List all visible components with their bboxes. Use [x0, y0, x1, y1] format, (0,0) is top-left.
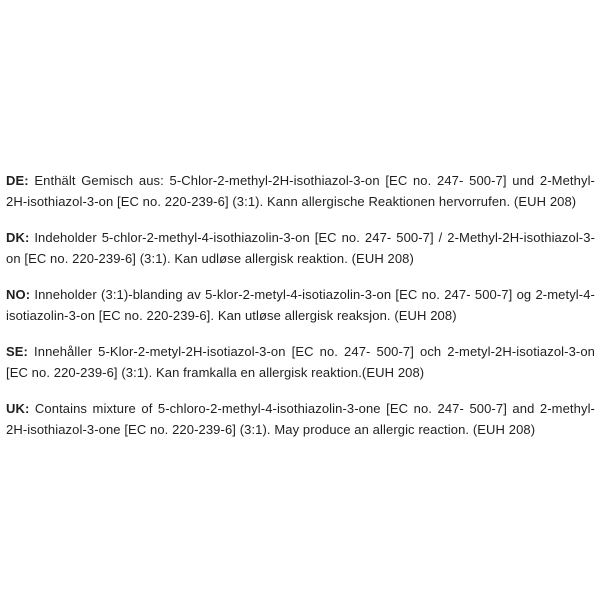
language-label-de: DE:	[6, 173, 29, 188]
hazard-statement-uk	[6, 398, 595, 440]
language-label-uk: UK:	[6, 401, 30, 416]
hazard-statement-dk	[6, 227, 595, 269]
language-label-se: SE:	[6, 344, 28, 359]
hazard-statement-dk-text: Indeholder 5-chlor-2-methyl-4-isothiazolin-3-on [EC no. 247- 500-7] / 2-Methyl-2H-isothiazol-3-on [EC no. 220-239-6] (3:1). Kan udløse allergisk reaktion. (EUH 208)	[6, 230, 595, 266]
hazard-statement-de-text: Enthält Gemisch aus: 5-Chlor-2-methyl-2H-isothiazol-3-on [EC no. 247- 500-7] und 2-Methyl-2H-isothiazol-3-on [EC no. 220-239-6] (3:1). Kann allergische Reaktionen hervorrufen. (EUH 208)	[6, 173, 595, 209]
hazard-statement-se	[6, 341, 595, 383]
hazard-statement-de	[6, 170, 595, 212]
language-label-dk: DK:	[6, 230, 30, 245]
hazard-statement-se-text: Innehåller 5-Klor-2-metyl-2H-isotiazol-3-on [EC no. 247- 500-7] och 2-metyl-2H-isotiazol-3-on [EC no. 220-239-6] (3:1). Kan framkalla en allergisk reaktion.(EUH 208)	[6, 344, 595, 380]
hazard-statement-no-text: Inneholder (3:1)-blanding av 5-klor-2-metyl-4-isotiazolin-3-on [EC no. 247- 500-7] og 2-metyl-4-isotiazolin-3-on [EC no. 220-239-6]. Kan utløse allergisk reaksjon. (EUH 208)	[6, 287, 595, 323]
hazard-statement-uk-text: Contains mixture of 5-chloro-2-methyl-4-isothiazolin-3-one [EC no. 247- 500-7] and 2-methyl-2H-isothiazol-3-one [EC no. 220-239-6] (3:1). May produce an allergic reaction. (EUH 208)	[6, 401, 595, 437]
hazard-statements-block	[6, 170, 595, 455]
language-label-no: NO:	[6, 287, 31, 302]
hazard-statement-no	[6, 284, 595, 326]
